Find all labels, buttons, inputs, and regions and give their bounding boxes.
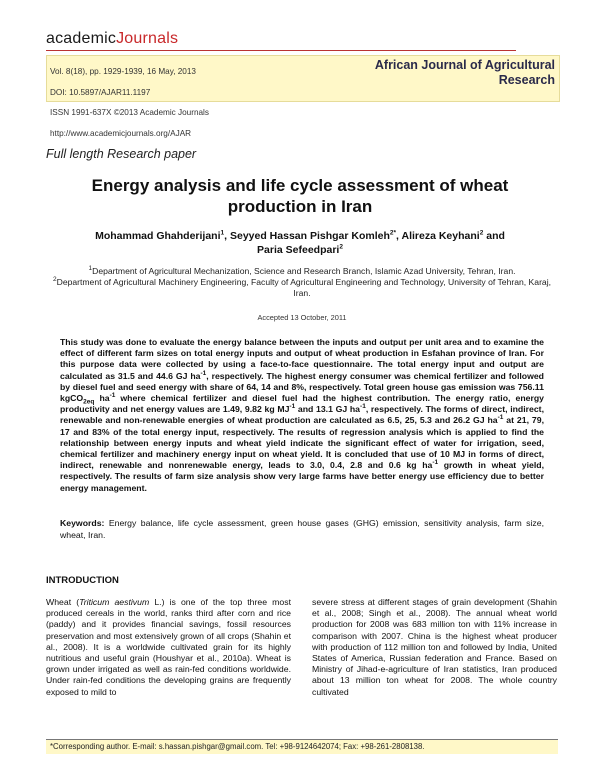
paper-title-line2: production in Iran bbox=[227, 197, 373, 216]
meta-doi: DOI: 10.5897/AJAR11.1197 bbox=[50, 87, 151, 97]
paper-title-line1: Energy analysis and life cycle assessment of wheat bbox=[91, 176, 509, 195]
meta-volume: Vol. 8(18), pp. 1929-1939, 16 May, 2013 bbox=[50, 67, 196, 77]
logo-text-academic: academic bbox=[46, 30, 117, 47]
journal-name-line2: Research bbox=[498, 72, 555, 87]
author-affiliation-mark: 2* bbox=[389, 229, 397, 237]
meta-url[interactable]: http://www.academicjournals.org/AJAR bbox=[50, 129, 192, 139]
paper-type: Full length Research paper bbox=[46, 147, 197, 161]
abstract: This study was done to evaluate the energy balance between the inputs and output per unit area and to examine the effect of different farm sizes on total energy inputs and output of wheat production in Esfahan province of Iran. For this purpose data were collected by using a face-to-face questionnaire. The total energy input and output are calculated as 31.5 and 44.6 GJ $ha^{-1}$, respectively. The highest energy consumer was chemical fertilizer and followed by diesel fuel and seed energy with share of 64, 14 and 8%, respectively. Total green house gas emission was 756.11 kgCO$_{2eq}$ $ha^{-1}$ where chemical fertilizer and diesel fuel had the highest contribution. The energy ratio, energy productivity and net energy values are 1.49, 9.82 kg $MJ^{-1}$ and 13.1 GJ $ha^{-1}$, respectively. The forms of direct, indirect, renewable and non-renewable energies of wheat production are calculated as 6.5, 25, 5.3 and 26.2 GJ $ha^{-1}$ at 21, 79, 17 and 83% of the total energy input, respectively. The results of regression analysis which is applied to find the relationship between energy inputs and wheat yield indicate the significant effect of water for irrigation, seed, chemical fertilizer and machinery energy input on wheat yield. It is concluded that use of 10 MJ in forms of direct, indirect, renewable and nonrenewable energy, leads to 3.0, 0.4, 2.8 and 0.6 kg $ha^{-1}$ growth in wheat yield, respectively. The results of farm size analysis show very large farms have better energy use efficiency due to better energy management. bbox=[60, 337, 544, 493]
author-name: Paria Sefeedpari bbox=[257, 244, 340, 256]
meta-issn: ISSN 1991-637X ©2013 Academic Journals bbox=[50, 108, 209, 118]
author-separator: and bbox=[483, 230, 505, 242]
logo-text-journals: Journals bbox=[116, 30, 179, 47]
keywords-text: Energy balance, life cycle assessment, green house gases (GHG) emission, sensitivity analysis, farm size, wheat, Iran. bbox=[60, 518, 544, 540]
author-name: Seyyed Hassan Pishgar Komleh bbox=[229, 230, 390, 242]
author-list bbox=[60, 229, 540, 257]
section-heading-introduction: INTRODUCTION bbox=[46, 575, 119, 586]
affiliations bbox=[46, 266, 558, 299]
affiliation-mark: 2 bbox=[52, 276, 57, 284]
journal-logo bbox=[46, 30, 178, 48]
author-affiliation-mark: 2 bbox=[479, 229, 484, 237]
author-affiliation-mark: 1 bbox=[220, 229, 225, 237]
citation-meta bbox=[50, 57, 209, 150]
intro-column-left: Wheat (Triticum aestivum L.) is one of the top three most produced cereals in the world, ranks third after corn and rice (paddy) and it provides financial savings, fossil resources preservation and most extensively grown of all crops (Shahin et al., 2008). It is a worldwide cultivated grain for its highly nutritious and useful grain (Houshyar et al., 2010a). Wheat is grown under irrigated as well as rain-fed conditions worldwide. Under rain-fed conditions the developing grains are frequently exposed to mild to bbox=[46, 597, 291, 697]
intro-column-right: severe stress at different stages of grain development (Shahin et al., 2008; Singh et al., 2008). The annual wheat world production for 2008 was 683 million ton with 11% increase in comparison with 2007. China is the highest wheat producer with production of 112 million ton and followed by India, United States of America, Russian federation and France. Based on Ministry of Jihad-e-agriculture of Iran statistics, Iran produced about 13 million ton wheat for 2008. The whole country cultivated bbox=[312, 597, 557, 697]
logo-rule bbox=[46, 50, 516, 51]
author-separator: , bbox=[396, 230, 402, 242]
author-name: Alireza Keyhani bbox=[401, 230, 480, 242]
accepted-date: Accepted 13 October, 2011 bbox=[257, 313, 347, 322]
journal-name bbox=[350, 58, 555, 87]
author-separator: , bbox=[224, 230, 230, 242]
keywords-label: Keywords: bbox=[60, 518, 105, 528]
affiliation-mark: 1 bbox=[88, 265, 93, 273]
author-name: Mohammad Ghahderijani bbox=[95, 230, 221, 242]
affiliation-1: $^1$Department of Agricultural Mechanization, Science and Research Branch, Islamic Azad University, Tehran, Iran. bbox=[88, 265, 516, 276]
affiliation-2: $^2$Department of Agricultural Machinery Engineering, Faculty of Agricultural Engineering and Technology, University of Tehran, Karaj, Iran. bbox=[52, 276, 552, 298]
author-affiliation-mark: 2 bbox=[339, 243, 343, 251]
corresponding-author-footer: *Corresponding author. E-mail: s.hassan.pishgar@gmail.com. Tel: +98-9124642074; Fax: +98-261-2808138. bbox=[46, 740, 558, 754]
species-name: Triticum aestivum bbox=[79, 597, 150, 607]
journal-name-line1: African Journal of Agricultural bbox=[374, 58, 555, 72]
paper-title bbox=[60, 175, 540, 217]
keywords bbox=[60, 518, 544, 541]
